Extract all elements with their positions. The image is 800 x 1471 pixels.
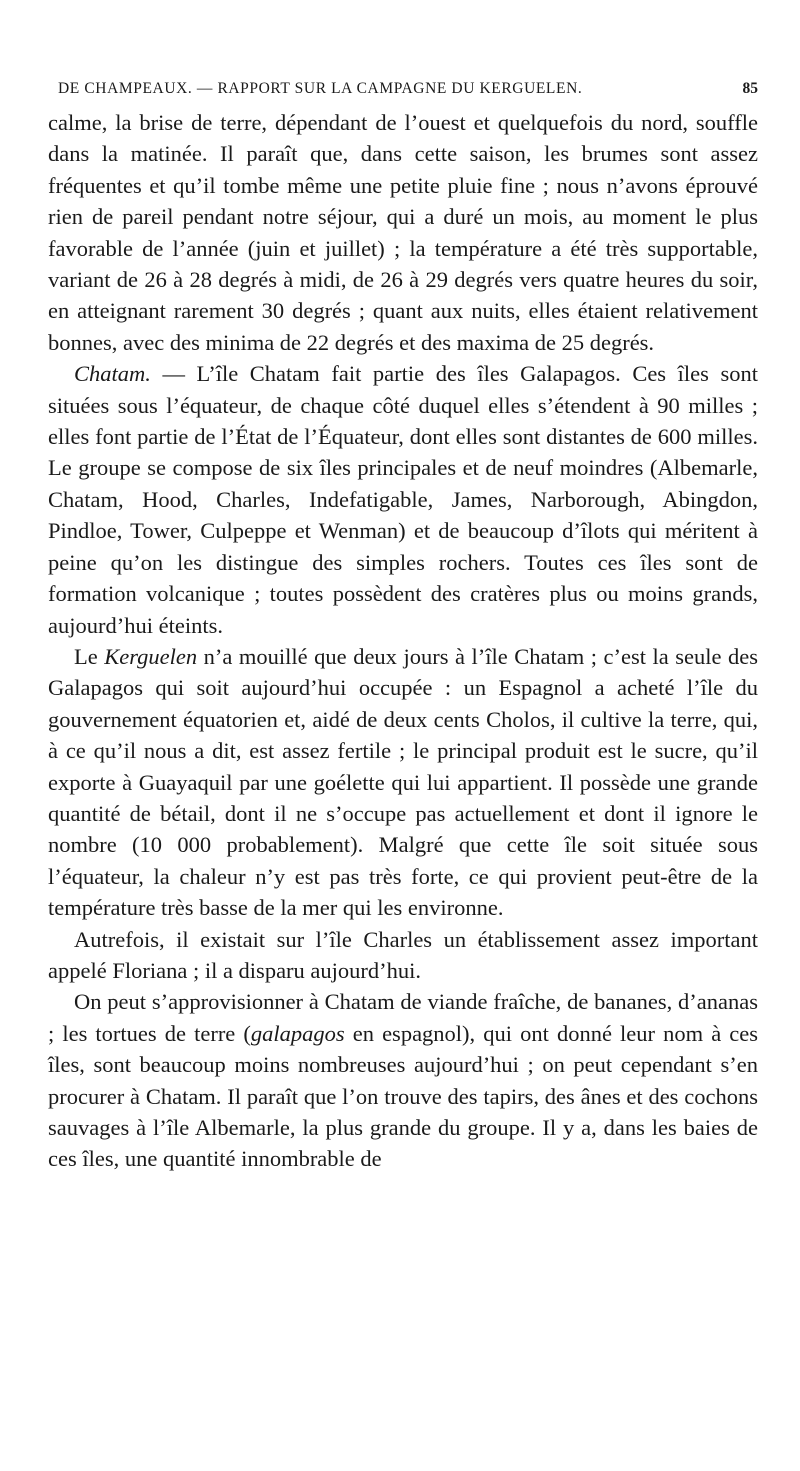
paragraph-text: calme, la brise de terre, dépendant de l’ouest et quelquefois du nord, souffle dans la matinée. Il paraît que, dans cette saison, les brumes sont assez fréquentes et qu’il tombe même une petite pluie fine ; nous n’avons éprouvé rien de pareil pendant notre séjour, qui a duré un mois, au moment le plus favorable de l’année (juin et juillet) ; la température a été très supportable, variant de 26 à 28 degrés à midi, de 26 à 29 degrés vers quatre heures du soir, en atteignant rarement 30 degrés ; quant aux nuits, elles étaient relativement bonnes, avec des minima de 22 degrés et des maxima de 25 degrés. (48, 110, 758, 355)
paragraph-text: On peut s’approvisionner à Chatam de viande fraîche, de bananes, d’ananas ; les tortues de terre ( (48, 989, 758, 1046)
paragraph-text: — L’île Chatam fait partie des îles Galapagos. Ces îles sont situées sous l’équateur, de chaque côté duquel elles s’étendent à 90 milles ; elles font partie de l’État de l’Équateur, dont elles sont distantes de 600 milles. Le groupe se compose de six îles principales et de neuf moindres (Albemarle, Chatam, Hood, Charles, Indefatigable, James, Narborough, Abingdon, Pindloe, Tower, Culpeppe et Wenman) et de beaucoup d’îlots qui méritent à peine qu’on les distingue des simples rochers. Toutes ces îles sont de formation volcanique ; toutes possèdent des cratères plus ou moins grands, aujourd’hui éteints. (48, 361, 758, 638)
paragraph-text: Autrefois, il existait sur l’île Charles un établissement assez important appelé Floriana ; il a disparu aujourd’hui. (48, 926, 758, 983)
italic-term: galapagos (250, 1020, 345, 1046)
body-text (48, 107, 758, 1175)
paragraph-text: n’a mouillé que deux jours à l’île Chatam ; c’est la seule des Galapagos qui soit aujourd’hui occupée : un Espagnol a acheté l’île du gouvernement équatorien et, aidé de deux cents Cholos, il cultive la terre, qui, à ce qu’il nous a dit, est assez fertile ; le principal produit est le sucre, qu’il exporte à Guayaquil par une goélette qui lui appartient. Il possède une grande quantité de bétail, dont il ne s’occupe pas actuellement et dont il ignore le nombre (10 000 probablement). Malgré que cette île soit située sous l’équateur, la chaleur n’y est pas très forte, ce qui provient peut-être de la température très basse de la mer qui les environne. (48, 643, 758, 921)
page-header (58, 80, 758, 104)
paragraph-climate (48, 107, 758, 358)
running-title: DE CHAMPEAUX. — RAPPORT SUR LA CAMPAGNE DU KERGUELEN. (58, 80, 583, 97)
section-heading-chatam: Chatam. (74, 361, 151, 387)
paragraph-chatam (48, 358, 758, 641)
paragraph-kerguelen (48, 641, 758, 924)
page-number: 85 (742, 80, 758, 97)
paragraph-text: Le (74, 643, 105, 669)
paragraph-provisions (48, 986, 758, 1174)
ship-name: Kerguelen (104, 643, 198, 669)
paragraph-text: en espagnol), qui ont donné leur nom à ces îles, sont beaucoup moins nombreuses aujourd’hui ; on peut cependant s’en procurer à Chatam. Il paraît que l’on trouve des tapirs, des ânes et des cochons sauvages à l’île Albemarle, la plus grande du groupe. Il y a, dans les baies de ces îles, une quantité innombrable de (48, 1020, 759, 1172)
paragraph-floriana (48, 924, 758, 987)
